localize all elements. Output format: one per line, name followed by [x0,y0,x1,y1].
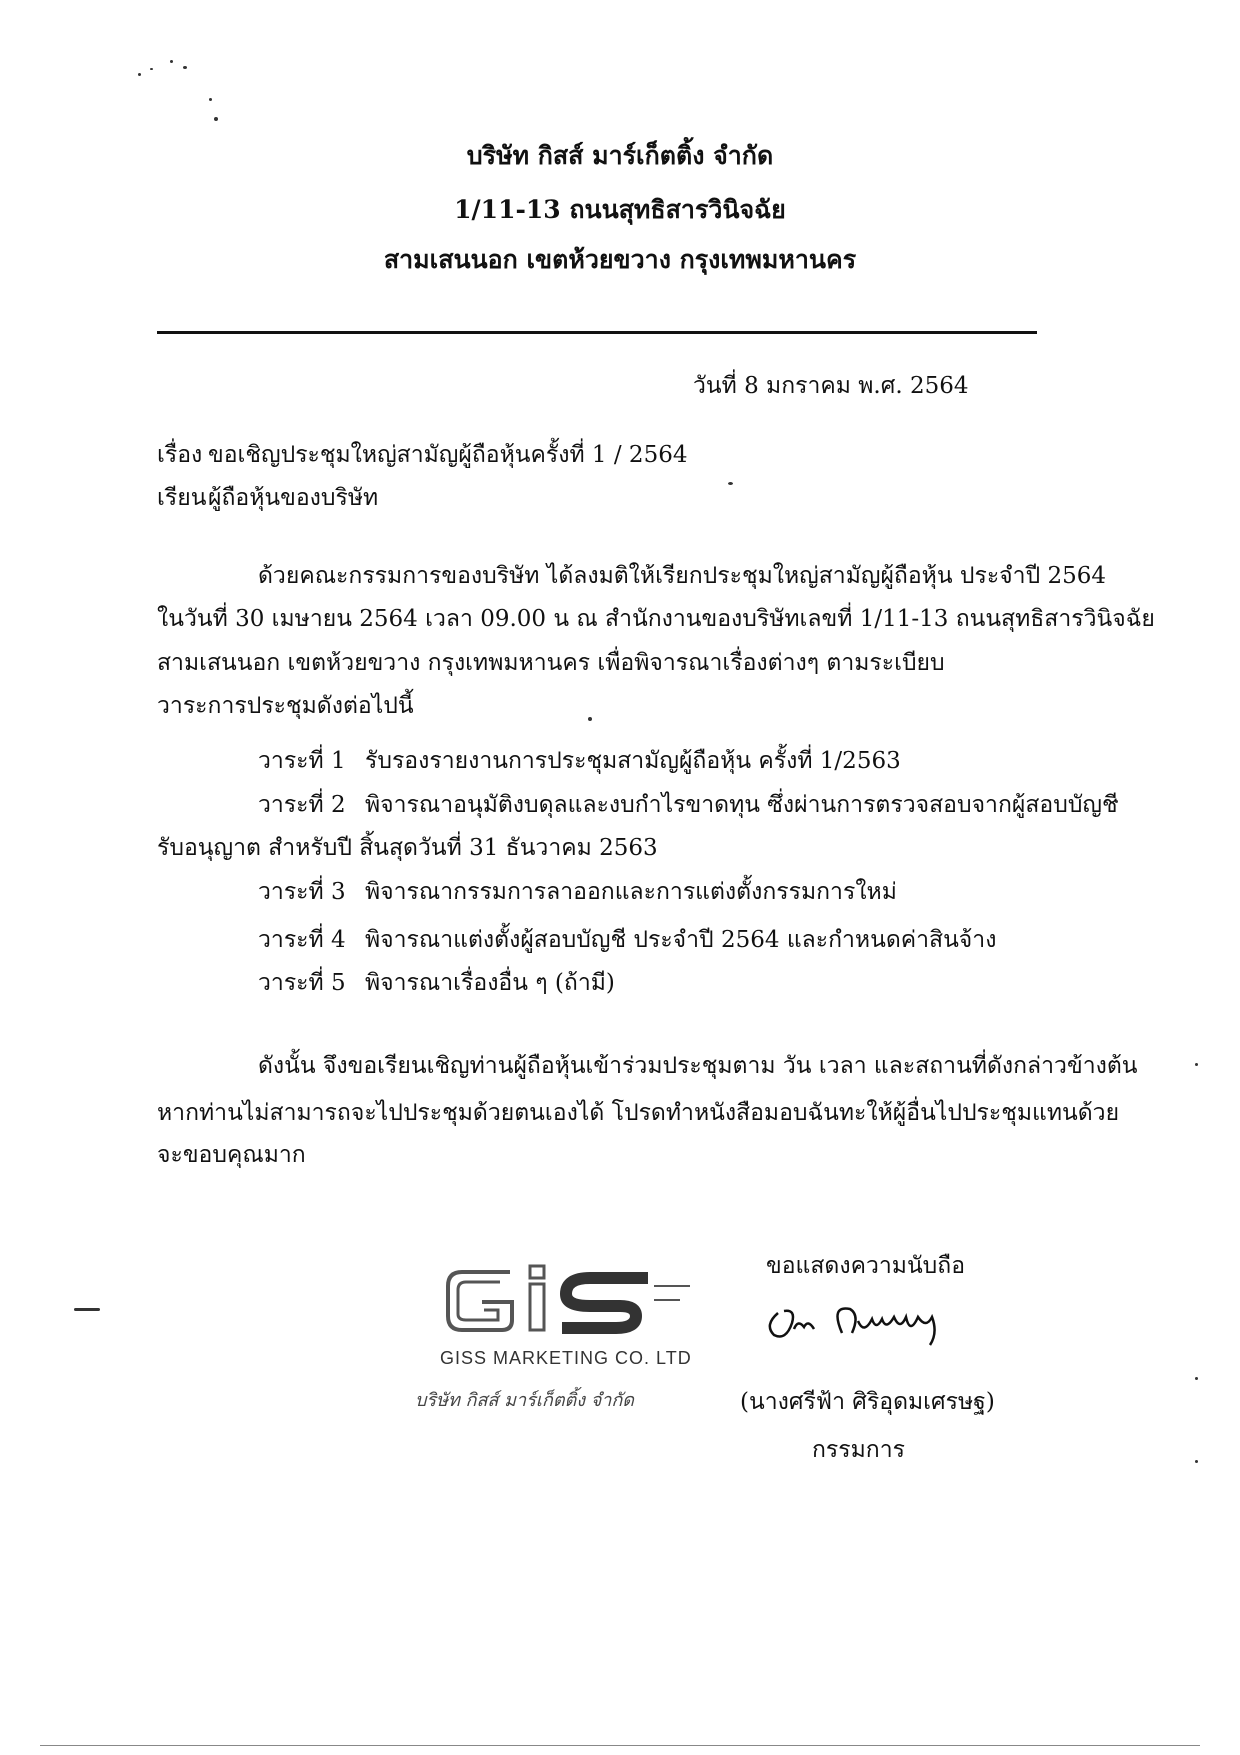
company-logo [440,1258,700,1338]
stamp-company-en: GISS MARKETING CO. LTD [440,1348,692,1368]
body-line-2: ในวันที่ 30 เมษายน 2564 เวลา 09.00 น ณ สำนักงานของบริษัทเลขที่ 1/11-13 ถนนสุทธิสารวินิจฉัย [157,606,1155,632]
subject-text: ขอเชิญประชุมใหญ่สามัญผู้ถือหุ้นครั้งที่ 1 / 2564 [208,442,688,468]
agenda-text: พิจารณาเรื่องอื่น ๆ (ถ้ามี) [365,970,615,996]
subject-label: เรื่อง [157,442,203,468]
handwritten-signature [760,1295,970,1350]
scan-speck [150,68,153,70]
closing-line-1: ดังนั้น จึงขอเรียนเชิญท่านผู้ถือหุ้นเข้าร่วมประชุมตาม วัน เวลา และสถานที่ดังกล่าวข้างต้น [258,1053,1138,1079]
gis-logo-icon [440,1258,700,1338]
scan-speck [1195,1460,1198,1463]
closing-line-2: หากท่านไม่สามารถจะไปประชุมด้วยตนเองได้ โปรดทำหนังสือมอบฉันทะให้ผู้อื่นไปประชุมแทนด้วย [157,1100,1120,1126]
company-name: บริษัท กิสส์ มาร์เก็ตติ้ง จำกัด [466,141,774,170]
company-address-line2: สามเสนนอก เขตห้วยขวาง กรุงเทพมหานคร [383,245,857,274]
scan-speck [74,1308,100,1311]
scan-speck [183,66,187,69]
agenda-label: วาระที่ 2 [258,792,346,818]
body-line-3: สามเสนนอก เขตห้วยขวาง กรุงเทพมหานคร เพื่อพิจารณาเรื่องต่างๆ ตามระเบียบ [157,650,945,676]
body-line-4: วาระการประชุมดังต่อไปนี้ [157,693,414,719]
agenda-text: รับรองรายงานการประชุมสามัญผู้ถือหุ้น ครั้งที่ 1/2563 [365,748,901,774]
company-address-line1: 1/11-13 ถนนสุทธิสารวินิจฉัย [454,195,786,224]
agenda-text: พิจารณากรรมการลาออกและการแต่งตั้งกรรมการใหม่ [365,879,897,905]
header-divider [157,331,1037,334]
scan-speck [588,717,592,721]
scan-speck [1195,1377,1198,1380]
letter-date: วันที่ 8 มกราคม พ.ศ. 2564 [693,373,969,399]
signature-icon [760,1295,970,1350]
agenda-label: วาระที่ 1 [258,748,346,774]
agenda-label: วาระที่ 4 [258,927,346,953]
body-line-1: ด้วยคณะกรรมการของบริษัท ได้ลงมติให้เรียกประชุมใหญ่สามัญผู้ถือหุ้น ประจำปี 2564 [258,563,1107,589]
scan-speck [1195,1063,1198,1066]
recipient-text: ผู้ถือหุ้นของบริษัท [208,485,379,511]
signer-title: กรรมการ [812,1437,905,1463]
agenda-label: วาระที่ 5 [258,970,346,996]
closing-line-3: จะขอบคุณมาก [157,1142,306,1168]
agenda-label: วาระที่ 3 [258,879,346,905]
scan-speck [214,117,218,121]
signer-name: (นางศรีฟ้า ศิริอุดมเศรษฐ) [740,1389,995,1415]
recipient-label: เรียน [157,485,207,511]
scan-speck [170,60,173,63]
scan-speck [138,73,141,76]
agenda-text: พิจารณาอนุมัติงบดุลและงบกำไรขาดทุน ซึ่งผ่านการตรวจสอบจากผู้สอบบัญชี [365,792,1118,818]
regards-text: ขอแสดงความนับถือ [766,1253,966,1279]
stamp-company-th: บริษัท กิสส์ มาร์เก็ตติ้ง จำกัด [415,1390,634,1411]
scan-speck [209,98,212,101]
agenda-continuation: รับอนุญาต สำหรับปี สิ้นสุดวันที่ 31 ธันวาคม 2563 [157,835,658,861]
agenda-text: พิจารณาแต่งตั้งผู้สอบบัญชี ประจำปี 2564 และกำหนดค่าสินจ้าง [365,927,997,953]
scan-speck [728,482,733,485]
scan-edge-line [40,1745,1200,1746]
